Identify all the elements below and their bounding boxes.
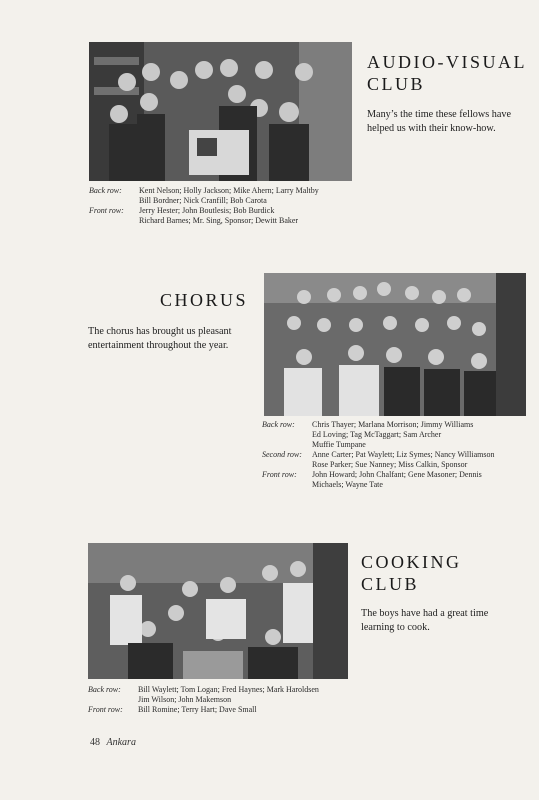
caption-row [88,685,358,705]
cooking-club-description: The boys have had a great time learning to cook. [361,608,489,633]
caption-label: Front row: [262,470,297,479]
caption-line: Ed Loving; Tag McTaggart; Sam Archer [312,430,442,439]
title-line: AUDIO-VISUAL [367,52,527,72]
caption-row [262,470,532,490]
cooking-club-caption [88,685,358,715]
caption-line: Bill Waylett; Tom Logan; Fred Haynes; Mark Haroldsen [138,685,319,694]
chorus-caption [262,420,532,490]
chorus-title: CHORUS [160,290,249,310]
caption-row [89,206,359,226]
caption-line: Chris Thayer; Marlana Morrison; Jimmy Williams [312,420,474,429]
caption-label: Front row: [89,206,124,215]
caption-row [262,450,532,470]
caption-line: Jerry Hester; John Boutlesis; Bob Burdick [139,206,275,215]
caption-line: Jim Wilson; John Makemson [138,695,232,704]
caption-line: Bill Bordner; Nick Cranfill; Bob Carota [139,196,267,205]
caption-label: Back row: [89,186,122,195]
caption-line: Richard Barnes; Mr. Sing, Sponsor; Dewitt Baker [139,216,299,225]
caption-line: Muffie Tumpane [312,440,366,449]
title-line: COOKING [361,552,462,572]
audio-visual-club-caption [89,186,359,226]
audio-visual-club-description: Many’s the time these fellows have helped us with their know-how. [367,109,512,134]
caption-line: Michaels; Wayne Tate [312,480,383,489]
chorus-photo [264,273,526,416]
title-line: CLUB [361,574,420,594]
page-footer [90,737,136,748]
cooking-club-photo [88,543,348,679]
book-title: Ankara [106,737,136,748]
caption-label: Second row: [262,450,302,459]
caption-line: Bill Romine; Terry Hart; Dave Small [138,705,257,714]
caption-label: Back row: [262,420,295,429]
caption-row [89,186,359,206]
caption-line: Rose Parker; Sue Nanney; Miss Calkin, Sponsor [312,460,468,469]
audio-visual-club-title [367,51,527,95]
audio-visual-club-photo [89,42,352,181]
caption-row [262,420,532,450]
caption-label: Front row: [88,705,123,714]
chorus-description: The chorus has brought us pleasant entertainment throughout the year. [88,326,232,351]
caption-label: Back row: [88,685,121,694]
page-number: 48 [90,737,100,748]
title-line: CLUB [367,74,426,94]
caption-line: Kent Nelson; Holly Jackson; Mike Ahern; Larry Maltby [139,186,319,195]
caption-line: Anne Carter; Pat Waylett; Liz Symes; Nancy Williamson [312,450,495,459]
caption-line: John Howard; John Chalfant; Gene Masoner; Dennis [312,470,482,479]
cooking-club-title [361,551,462,595]
caption-row [88,705,358,715]
